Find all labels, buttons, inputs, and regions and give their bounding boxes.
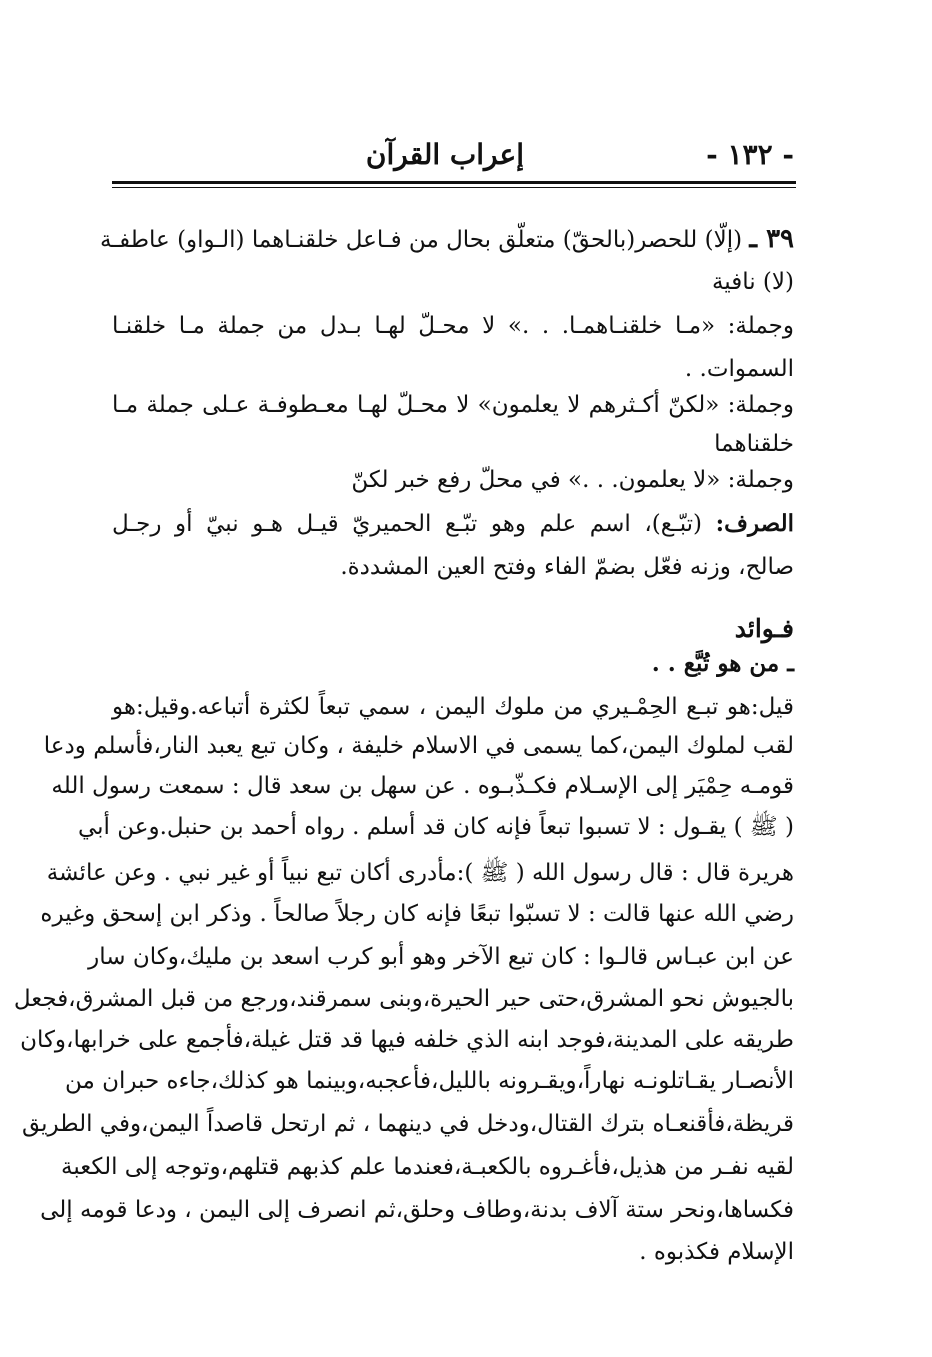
header-rule-thin xyxy=(112,187,796,188)
page-number: - ١٣٢ - xyxy=(706,138,794,171)
verse-39-line-3: وجملة: «مـا خلقنـاهمـا. . .» لا محـلّ لهـا بـدل من جملة مـا خلقنـا xyxy=(112,313,794,339)
verse-39-line-4: السموات. . xyxy=(684,356,794,382)
running-title: إعراب القرآن xyxy=(365,138,524,171)
fawaid-heading: فـوائد xyxy=(734,614,794,643)
verse-39-line-5: وجملة: «لكنّ أكـثرهم لا يعلمون» لا محـلّ لهـا معـطوفـة عـلى جملة مـا xyxy=(112,392,794,418)
sarf-line-2: صالح، وزنه فعّل بضمّ الفاء وفتح العين المشددة. xyxy=(340,554,794,580)
verse-39-line-2: (لا) نافية xyxy=(711,269,794,295)
fawaid-line-8: بالجيوش نحو المشرق،حتى حير الحيرة،وبنى سمرقند،ورجع من قبل المشرق،فجعل xyxy=(13,986,794,1012)
sarf-label: الصرف: xyxy=(715,510,794,537)
fawaid-line-9: طريقه على المدينة،فوجد ابنه الذي خلفه فيها قد قتل غيلة،فأجمع على خرابها،وكان xyxy=(20,1027,794,1053)
verse-39-line-1 xyxy=(100,220,794,260)
verse-39-line-6: خلقناهما xyxy=(714,431,794,457)
fawaid-line-1: قيل:هو تبـع الحِمْـيري من ملوك اليمن ، سمي تبعاً لكثرة أتباعه.وقيل:هو xyxy=(112,694,794,720)
fawaid-line-10: الأنصـار يقـاتلونـه نهاراً،ويقـرونه بالليل،فأعجبه،وبينما هو كذلك،جاءه حبران من xyxy=(64,1068,794,1094)
fawaid-line-2: لقب لملوك اليمن،كما يسمى في الاسلام خليفة ، وكان تبع يعبد النار،فأسلم ودعا xyxy=(43,733,794,759)
fawaid-subheading: ـ من هو تُبَّع . . xyxy=(651,650,794,677)
paragraph-text: (تبّـع)، اسم علم وهو تبّـع الحميريّ قيـل هـو نبيّ أو رجـل xyxy=(112,511,703,537)
page-header xyxy=(112,138,794,178)
fawaid-line-13: فكساها،ونحر ستة آلاف بدنة،وطاف وحلق،ثم انصرف إلى اليمن ، ودعا قومه إلى xyxy=(40,1197,794,1223)
fawaid-line-12: لقيه نفـر من هذيل،فأغـروه بالكعبـة،فعندما علم كذبهم قتلهم،وتوجه إلى الكعبة xyxy=(61,1154,794,1180)
paragraph-text: (إلّا) للحصر(بالحقّ) متعلّق بحال من فـاعل خلقنـاهما (الـواو) عاطفـة xyxy=(100,227,743,253)
fawaid-line-3: قومـه حِمْيَر إلى الإسـلام فكـذّبـوه . عن سهل بن سعد قال : سمعت رسول الله xyxy=(51,773,794,799)
fawaid-line-11: قريظة،فأقنعـاه بترك القتال،ودخل في دينهما ، ثم ارتحل قاصداً اليمن،وفي الطريق xyxy=(21,1111,794,1137)
verse-39-line-7: وجملة: «لا يعلمون. . .» في محلّ رفع خبر لكنّ xyxy=(351,467,794,493)
header-rule-thick xyxy=(112,181,796,184)
fawaid-line-6: رضي الله عنها قالت : لا تسبّوا تبعًا فإنه كان رجلاً صالحاً . وذكر ابن إسحق وغيره xyxy=(40,901,794,927)
fawaid-line-5: هريرة قال : قال رسول الله ( ﷺ ):مأدرى أكان تبع نبياً أو غير نبي . وعن عائشة xyxy=(46,860,794,886)
sarf-line-1 xyxy=(112,505,794,545)
fawaid-line-14: الإسلام فكذبوه . xyxy=(639,1239,794,1265)
verse-number: ٣٩ ـ xyxy=(749,224,794,254)
fawaid-line-4: ( ﷺ ) يقـول : لا تسبوا تبعاً فإنه كان قد أسلم . رواه أحمد بن حنبل.وعن أبي xyxy=(77,814,794,840)
fawaid-line-7: عن ابن عبـاس قالـوا : كان تبع الآخر وهو أبو كرب اسعد بن مليك،وكان سار xyxy=(88,944,794,970)
